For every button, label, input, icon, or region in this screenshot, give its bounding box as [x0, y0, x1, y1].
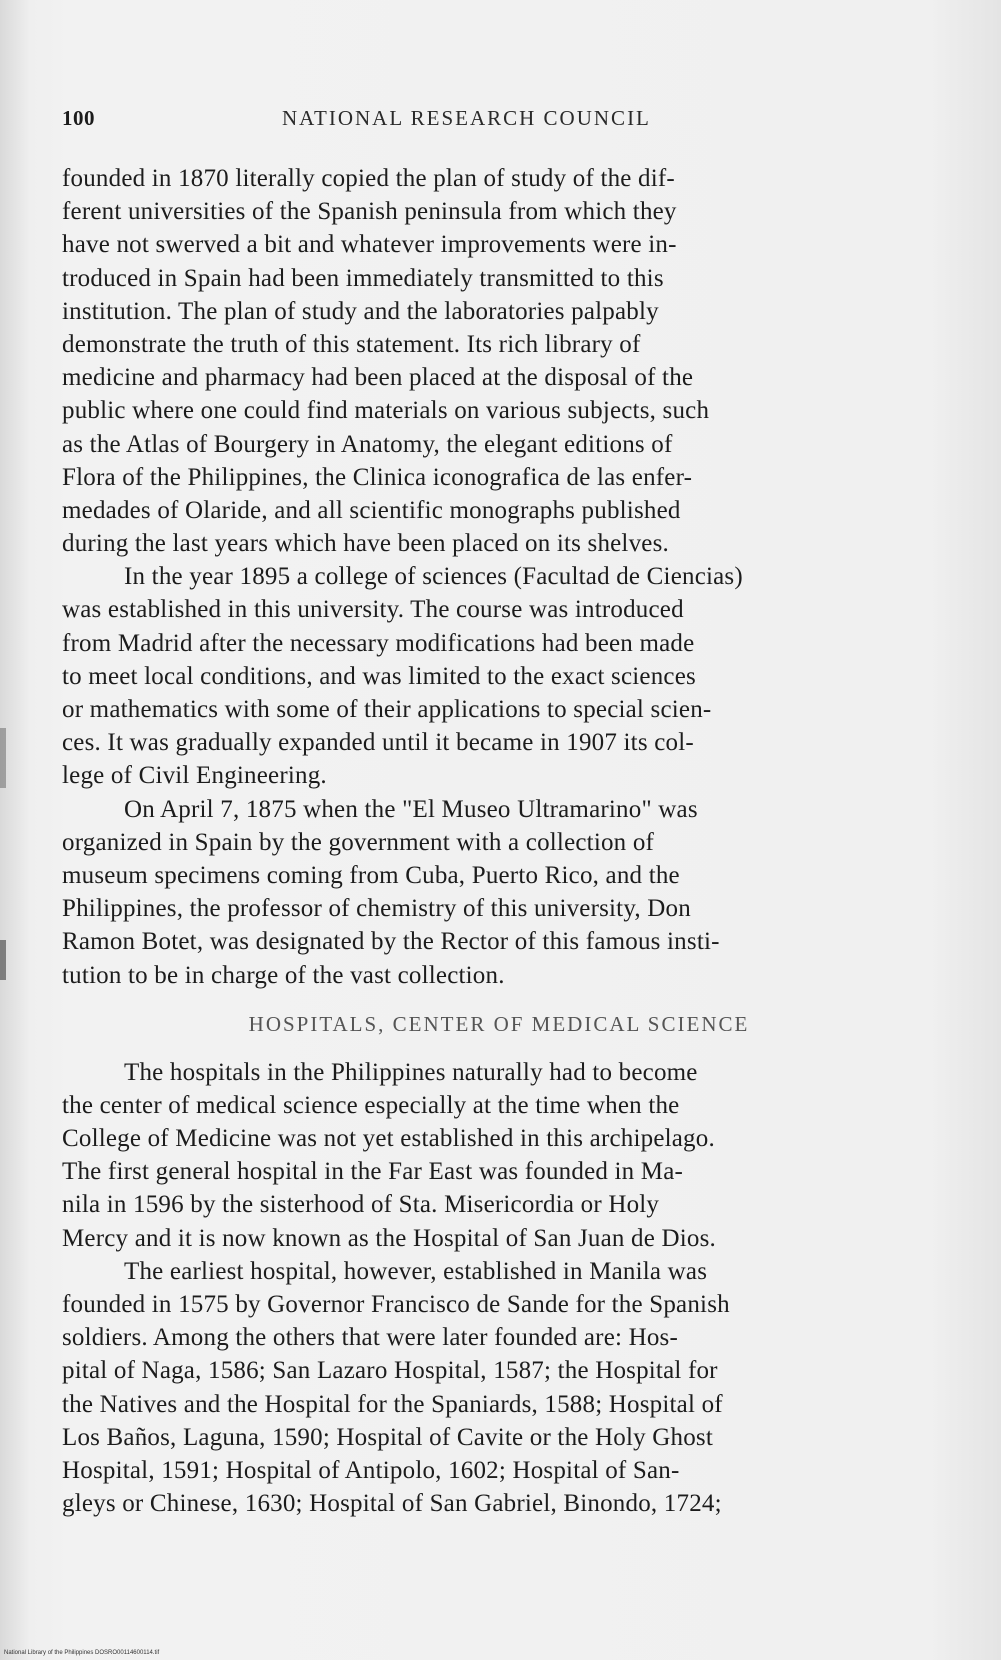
text-line: founded in 1575 by Governor Francisco de Sande for the Spanish	[62, 1291, 730, 1318]
text-line: troduced in Spain had been immediately transmitted to this	[62, 264, 664, 292]
text-line: medicine and pharmacy had been placed at the disposal of the	[62, 364, 694, 392]
text-line: On April 7, 1875 when the "El Museo Ultramarino" was	[124, 795, 698, 823]
text-line: gleys or Chinese, 1630; Hospital of San Gabriel, Binondo, 1724;	[62, 1490, 722, 1518]
text-line: institution. The plan of study and the laboratories palpably	[62, 297, 659, 325]
text-line: during the last years which have been placed on its shelves.	[62, 530, 669, 558]
text-line: The hospitals in the Philippines naturally had to become	[124, 1058, 698, 1086]
text-line: Ramon Botet, was designated by the Rector of this famous insti-	[62, 928, 720, 956]
text-line: medades of Olaride, and all scientific monographs published	[62, 496, 681, 524]
text-line: public where one could find materials on various subjects, such	[62, 397, 710, 425]
text-line: museum specimens coming from Cuba, Puerto Rico, and the	[62, 861, 680, 889]
paragraph-5	[62, 1255, 936, 1521]
paragraph-3	[62, 793, 936, 992]
text-line: Mercy and it is now known as the Hospital of San Juan de Dios.	[62, 1224, 716, 1252]
binding-shadow	[0, 728, 6, 788]
text-line: ces. It was gradually expanded until it became in 1907 its col-	[62, 729, 694, 757]
running-head: NATIONAL RESEARCH COUNCIL	[282, 106, 651, 130]
text-line: from Madrid after the necessary modifications had been made	[62, 629, 695, 657]
body-text	[62, 162, 936, 1520]
scan-footer: National Library of the Philippines DOSRO00114600114.tif	[4, 1650, 160, 1656]
section-heading: HOSPITALS, CENTER OF MEDICAL SCIENCE	[248, 1011, 750, 1036]
text-line: the Natives and the Hospital for the Spaniards, 1588; Hospital of	[62, 1390, 723, 1418]
text-line: The first general hospital in the Far East was founded in Ma-	[62, 1158, 684, 1186]
paragraph-4	[62, 1056, 936, 1255]
text-line: soldiers. Among the others that were later founded are: Hos-	[62, 1324, 678, 1352]
text-line: was established in this university. The course was introduced	[62, 596, 684, 624]
text-line: College of Medicine was not yet established in this archipelago.	[62, 1125, 715, 1153]
text-line: In the year 1895 a college of sciences (Facultad de Ciencias)	[124, 563, 743, 591]
text-line: tution to be in charge of the vast collection.	[62, 961, 505, 989]
text-line: Flora of the Philippines, the Clinica iconografica de las enfer-	[62, 463, 693, 491]
paragraph-2	[62, 560, 936, 792]
paragraph-1	[62, 162, 936, 560]
text-line: ferent universities of the Spanish peninsula from which they	[62, 198, 677, 226]
page-header	[62, 106, 922, 136]
text-line: lege of Civil Engineering.	[62, 762, 327, 790]
text-line: founded in 1870 literally copied the plan of study of the dif-	[62, 165, 675, 192]
page-number: 100	[62, 106, 95, 130]
text-line: Hospital, 1591; Hospital of Antipolo, 1602; Hospital of San-	[62, 1456, 680, 1484]
text-line: Philippines, the professor of chemistry of this university, Don	[62, 895, 691, 923]
text-line: The earliest hospital, however, established in Manila was	[124, 1257, 708, 1285]
text-line: Los Baños, Laguna, 1590; Hospital of Cavite or the Holy Ghost	[62, 1423, 714, 1451]
text-line: or mathematics with some of their applications to special scien-	[62, 696, 712, 723]
text-line: demonstrate the truth of this statement. Its rich library of	[62, 330, 641, 358]
text-line: the center of medical science especially at the time when the	[62, 1091, 680, 1119]
text-line: have not swerved a bit and whatever improvements were in-	[62, 231, 677, 259]
text-line: as the Atlas of Bourgery in Anatomy, the elegant editions of	[62, 430, 673, 458]
text-line: to meet local conditions, and was limited to the exact sciences	[62, 662, 696, 690]
binding-shadow	[0, 940, 6, 980]
text-line: organized in Spain by the government with a collection of	[62, 828, 655, 856]
text-line: pital of Naga, 1586; San Lazaro Hospital, 1587; the Hospital for	[62, 1357, 718, 1385]
text-line: nila in 1596 by the sisterhood of Sta. Misericordia or Holy	[62, 1191, 660, 1219]
